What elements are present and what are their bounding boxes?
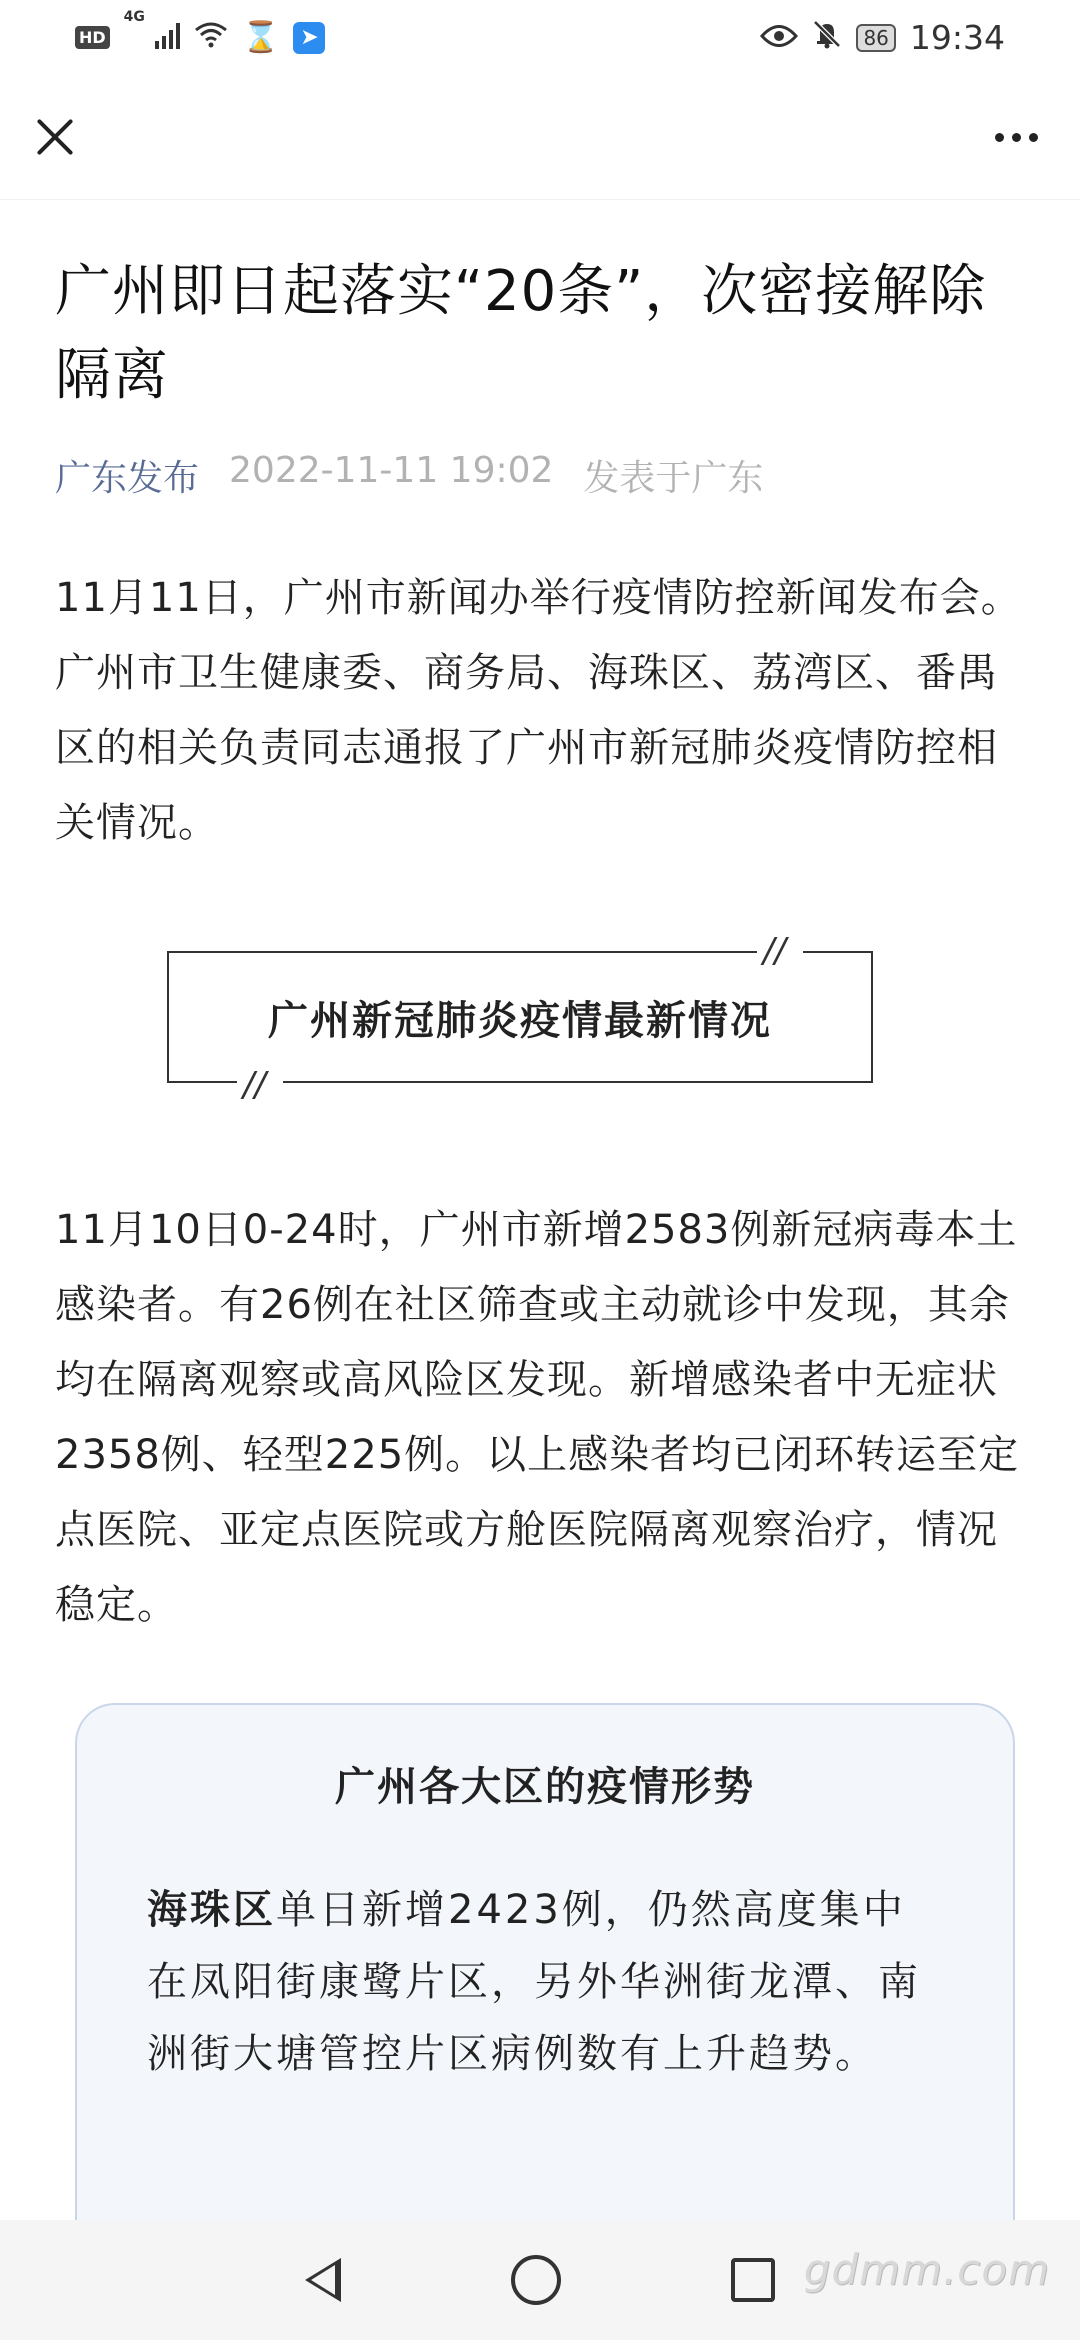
signal-icon (155, 23, 180, 49)
paragraph-cases: 11月10日0-24时，广州市新增2583例新冠病毒本土感染者。有26例在社区筛查或主动就诊中发现，其余均在隔离观察或高风险区发现。新增感染者中无症状2358例、轻型225例。以上感染者均已闭环转运至定点医院、亚定点医院或方舱医院隔离观察治疗，情况稳定。 (55, 1207, 1020, 1628)
wifi-icon (194, 20, 228, 56)
hd-badge: HD (75, 26, 110, 49)
article-title: 广州即日起落实“20条”，次密接解除隔离 (55, 259, 987, 408)
publish-date: 2022-11-11 19:02 (229, 450, 554, 491)
author-link[interactable]: 广东发布 (55, 458, 200, 499)
publish-location: 发表于广东 (583, 458, 764, 499)
slash-decoration-icon: // (763, 931, 786, 971)
status-left (75, 8, 325, 57)
section-header-text: 广州新冠肺炎疫情最新情况 (268, 997, 772, 1044)
article (55, 200, 1035, 2223)
bell-off-icon (812, 19, 842, 57)
recent-apps-icon[interactable] (731, 2258, 775, 2302)
watermark: gdmm.com (803, 2245, 1050, 2294)
app-notification-icon: ➤ (293, 22, 325, 54)
close-icon[interactable] (30, 112, 80, 162)
district-card-title: 广州各大区的疫情形势 (335, 1764, 755, 1810)
clock: 19:34 (909, 18, 1005, 57)
paragraph-intro: 11月11日，广州市新闻办举行疫情防控新闻发布会。广州市卫生健康委、商务局、海珠区、荔湾区、番禺区的相关负责同志通报了广州市新冠肺炎疫情防控相关情况。 (55, 575, 1022, 846)
hourglass-icon: ⌛ (242, 20, 280, 55)
section-header (167, 931, 873, 1105)
back-icon[interactable] (305, 2258, 341, 2302)
status-bar (0, 0, 1080, 75)
district-text: 单日新增2423例，仍然高度集中在凤阳街康鹭片区，另外华洲街龙潭、南洲街大塘管控片区病例数有上升趋势。 (147, 1887, 921, 2077)
article-meta (55, 450, 1035, 501)
district-card (75, 1703, 1015, 2223)
district-name: 海珠区 (147, 1887, 276, 1933)
top-nav (0, 75, 1080, 200)
eye-icon (760, 19, 798, 57)
slash-decoration-icon: // (243, 1065, 266, 1105)
battery-indicator: 86 (856, 24, 895, 52)
network-indicator (123, 8, 180, 57)
district-card-body (147, 1874, 943, 2090)
home-icon[interactable] (511, 2255, 561, 2305)
network-type: 4G (123, 8, 145, 25)
status-right (760, 18, 1005, 57)
more-icon[interactable] (989, 117, 1044, 157)
